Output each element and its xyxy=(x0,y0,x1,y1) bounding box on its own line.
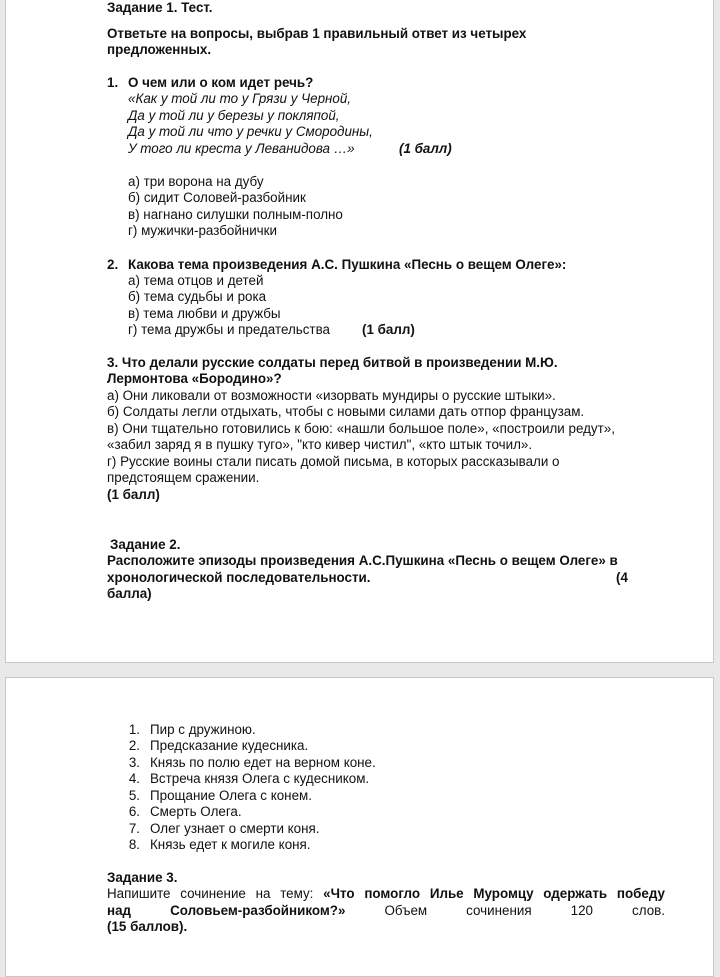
q2-option: г) тема дружбы и предательства xyxy=(128,322,330,337)
task3-points: (15 баллов). xyxy=(107,919,188,934)
list-number: 3. xyxy=(128,755,140,770)
list-text: Князь по полю едет на верном коне. xyxy=(150,755,376,770)
q1-poem-line: У того ли креста у Леванидова …» xyxy=(128,141,355,156)
instructions-line-2: предложенных. xyxy=(107,42,212,57)
document-page-2 xyxy=(5,677,714,977)
q3-question-line-1: 3. Что делали русские солдаты перед битвой в произведении М.Ю. xyxy=(107,355,558,370)
q1-option: в) нагнано силушки полным-полно xyxy=(128,207,343,222)
task3-title: Задание 3. xyxy=(107,870,178,885)
q1-option: а) три ворона на дубу xyxy=(128,174,264,189)
q1-poem-line: «Как у той ли то у Грязи у Черной, xyxy=(128,91,352,106)
q3-question-line-2: Лермонтова «Бородино»? xyxy=(107,371,282,386)
task2-line-1: Расположите эпизоды произведения А.С.Пушкина «Песнь о вещем Олеге» в xyxy=(107,553,618,568)
list-number: 1. xyxy=(128,722,140,737)
list-number: 5. xyxy=(128,788,140,803)
q1-poem-line: Да у той ли что у речки у Смородины, xyxy=(128,124,373,139)
list-number: 2. xyxy=(128,738,140,753)
task3-prefix: Напишите сочинение на тему: xyxy=(107,886,314,901)
q3-option-line: в) Они тщательно готовились к бою: «нашли большое поле», «построили редут», xyxy=(107,421,615,436)
task3-volume: Объем сочинения 120 слов. xyxy=(384,903,665,918)
list-text: Предсказание кудесника. xyxy=(150,738,309,753)
q3-points: (1 балл) xyxy=(107,487,160,502)
q2-option: б) тема судьбы и рока xyxy=(128,289,267,304)
q2-number: 2. xyxy=(107,257,119,272)
list-number: 6. xyxy=(128,804,140,819)
list-text: Олег узнает о смерти коня. xyxy=(150,821,320,836)
task1-title: Задание 1. Тест. xyxy=(107,0,213,15)
q1-option: б) сидит Соловей-разбойник xyxy=(128,190,306,205)
instructions-line-1: Ответьте на вопросы, выбрав 1 правильный ответ из четырех xyxy=(107,26,527,41)
q3-option-line: «забил заряд я в пушку туго», "кто кивер чистил", «кто штык точил». xyxy=(107,437,533,452)
q1-number: 1. xyxy=(107,75,119,90)
task3-topic-part-2: над Соловьем-разбойником?» xyxy=(107,903,346,918)
q3-option-line: а) Они ликовали от возможности «изорвать мундиры о русские штыки». xyxy=(107,388,556,403)
task3-line-2 xyxy=(107,903,665,919)
task2-points-part-2: балла) xyxy=(107,586,152,601)
list-number: 4. xyxy=(128,771,140,786)
q2-option: а) тема отцов и детей xyxy=(128,273,264,288)
list-number: 8. xyxy=(128,837,140,852)
q1-option: г) мужички-разбойнички xyxy=(128,223,277,238)
q2-points: (1 балл) xyxy=(362,322,415,337)
q2-question: Какова тема произведения А.С. Пушкина «Песнь о вещем Олеге»: xyxy=(128,257,567,272)
q1-poem-line: Да у той ли у березы у покляпой, xyxy=(128,108,340,123)
document-page-1 xyxy=(5,0,714,663)
list-text: Встреча князя Олега с кудесником. xyxy=(150,771,370,786)
task3-topic-part-1: «Что помогло Илье Муромцу одержать победу xyxy=(323,886,665,901)
list-text: Смерть Олега. xyxy=(150,804,242,819)
list-text: Князь едет к могиле коня. xyxy=(150,837,311,852)
q3-option-line: б) Солдаты легли отдыхать, чтобы с новыми силами дать отпор французам. xyxy=(107,404,585,419)
q1-question: О чем или о ком идет речь? xyxy=(128,75,314,90)
list-text: Прощание Олега с конем. xyxy=(150,788,312,803)
q3-option-line: предстоящем сражении. xyxy=(107,470,260,485)
list-text: Пир с дружиною. xyxy=(150,722,256,737)
list-number: 7. xyxy=(128,821,140,836)
task2-line-2: хронологической последовательности. xyxy=(107,570,371,585)
q3-option-line: г) Русские воины стали писать домой письма, в которых рассказывали о xyxy=(107,454,560,469)
task3-line-1 xyxy=(107,886,665,902)
task2-points-part-1: (4 xyxy=(616,570,628,585)
q2-option: в) тема любви и дружбы xyxy=(128,306,281,321)
q1-points: (1 балл) xyxy=(399,141,452,156)
task2-title: Задание 2. xyxy=(110,537,181,552)
